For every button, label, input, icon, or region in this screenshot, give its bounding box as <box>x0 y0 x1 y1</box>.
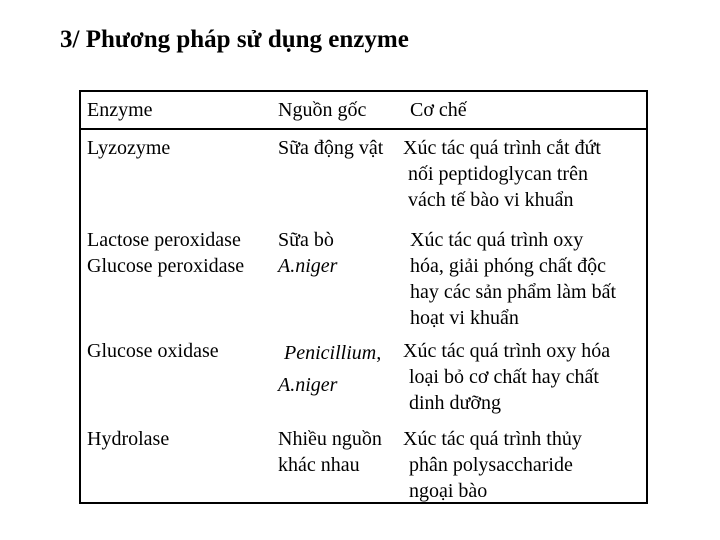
header-enzyme: Enzyme <box>87 99 153 121</box>
table-row-1-source: Sữa động vật <box>278 137 384 159</box>
enzyme-table <box>79 90 648 504</box>
table-row-2-mechanism: Xúc tác quá trình oxy hóa, giải phóng chất độc hay các sản phẩm làm bất hoạt vi khuẩn <box>410 229 617 329</box>
table-row-1-enzyme: Lyzozyme <box>87 137 171 159</box>
table-row-4-enzyme: Hydrolase <box>87 428 170 450</box>
header-divider <box>81 128 646 130</box>
table-row-1-mechanism: Xúc tác quá trình cắt đứt nối peptidoglycan trên vách tế bào vi khuẩn <box>403 137 601 211</box>
table-row-4-mechanism: Xúc tác quá trình thủy phân polysaccharide ngoại bào <box>403 428 582 502</box>
table-row-3-enzyme: Glucose oxidase <box>87 340 219 362</box>
table-row-2-enzyme: Lactose peroxidase Glucose peroxidase <box>87 229 245 277</box>
table-row-2-source: Sữa bò A.niger <box>278 229 338 277</box>
table-row-4-source: Nhiều nguồn khác nhau <box>278 428 382 476</box>
table-row-3-mechanism: Xúc tác quá trình oxy hóa loại bỏ cơ chất hay chất dinh dưỡng <box>403 340 611 414</box>
table-row-3-source: Penicillium, A.niger <box>278 342 382 396</box>
page-title: 3/ Phương pháp sử dụng enzyme <box>60 26 409 53</box>
header-mechanism: Cơ chế <box>410 99 467 121</box>
header-source: Nguồn gốc <box>278 99 367 121</box>
